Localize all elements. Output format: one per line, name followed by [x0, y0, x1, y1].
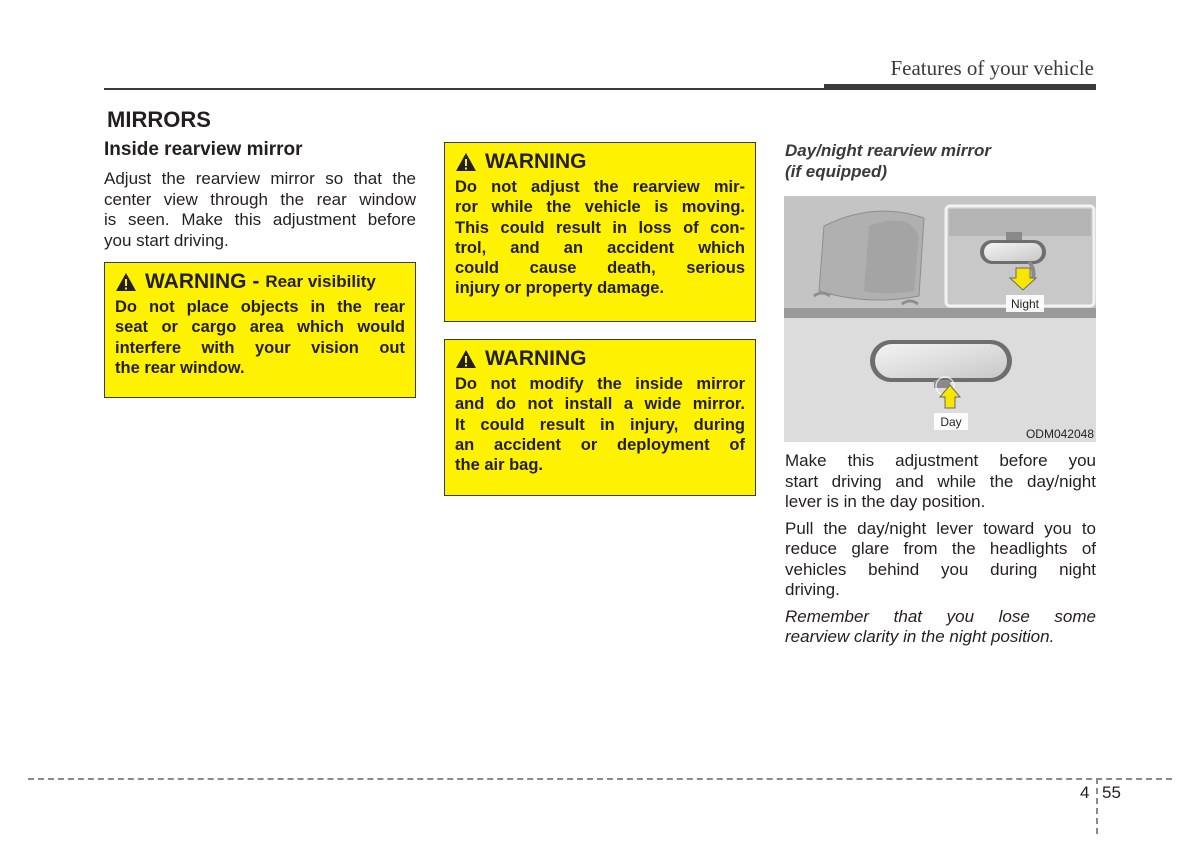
- warning-triangle-icon: [115, 272, 137, 292]
- chapter-number: 4: [1080, 783, 1090, 802]
- day-label: Day: [940, 415, 962, 429]
- paragraph-adjust: Make this adjustment before you start driving and while the day/night lever is in the day position.: [785, 451, 1096, 511]
- warning-body: Do not adjust the rearview mir- ror while the vehicle is moving. This could result in loss of con- trol, and an accident which could cause death, serious injury or property damage.: [455, 178, 745, 298]
- paragraph-remember: Remember that you lose some rearview clarity in the night position.: [785, 606, 1096, 646]
- subsection-title: Inside rearview mirror: [104, 139, 303, 160]
- warning-modify-mirror: [444, 339, 756, 496]
- inside-mirror-text: Adjust the rearview mirror so that the center view through the rear window is seen. Make this adjustment before you start driving.: [104, 169, 416, 250]
- warning-body: Do not place objects in the rear seat or cargo area which would interfere with your vision out the rear window.: [115, 298, 405, 377]
- warning-title: WARNING: [485, 347, 587, 370]
- figure-caption: Day/night rearview mirror (if equipped): [785, 141, 991, 181]
- warning-subtitle: Rear visibility: [265, 272, 376, 291]
- footer-rule: [28, 778, 1172, 780]
- header-rule-accent: [824, 84, 1096, 90]
- warning-triangle-icon: [455, 152, 477, 172]
- warning-adjust-while-moving: [444, 142, 756, 322]
- warning-title: WARNING -: [145, 270, 260, 293]
- footer-divider: [1096, 778, 1098, 834]
- warning-body: Do not modify the inside mirror and do not install a wide mirror. It could result in injury, during an accident or deployment of the air bag.: [455, 375, 745, 475]
- day-night-mirror-illustration: [784, 196, 1096, 442]
- warning-title: WARNING: [485, 150, 587, 173]
- warning-triangle-icon: [455, 349, 477, 369]
- day-night-text: [785, 451, 1096, 654]
- night-label: Night: [1010, 297, 1040, 311]
- warning-rear-visibility: [104, 262, 416, 398]
- paragraph-pull-lever: Pull the day/night lever toward you to reduce glare from the headlights of vehicles behind you during night driving.: [785, 518, 1096, 599]
- page-number: 55: [1102, 783, 1121, 802]
- running-header: Features of your vehicle: [890, 56, 1094, 80]
- figure-code: ODM042048: [1025, 427, 1094, 441]
- section-title: MIRRORS: [107, 107, 211, 132]
